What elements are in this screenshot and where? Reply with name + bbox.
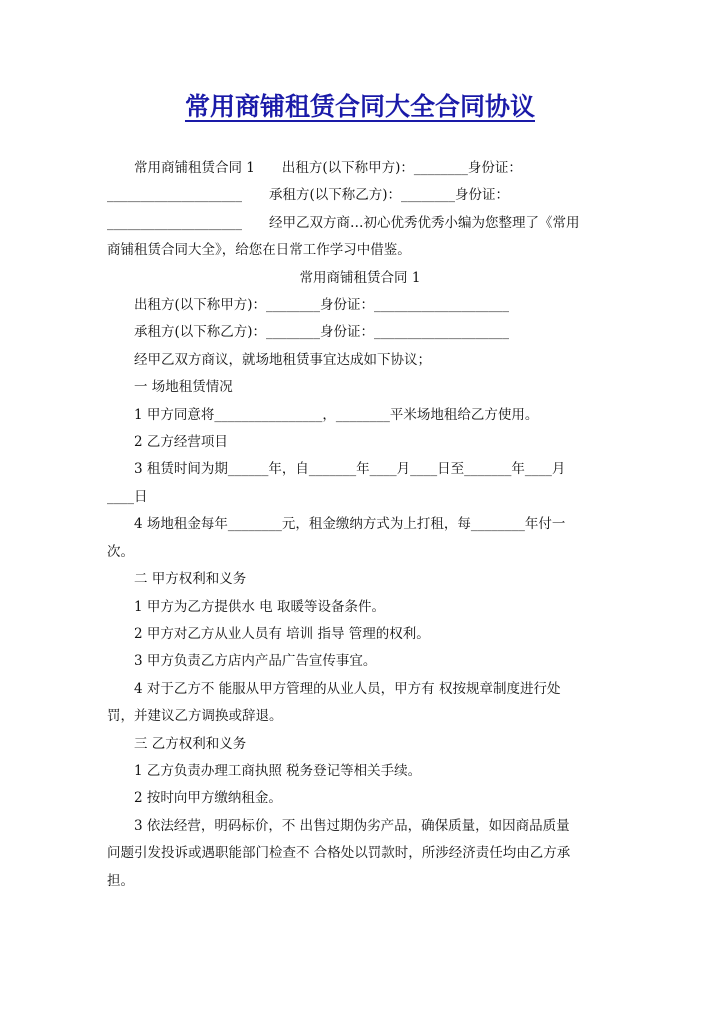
contract-heading: 常用商铺租赁合同 1 [299,269,421,286]
document-title[interactable]: 常用商铺租赁合同大全合同协议 [184,92,535,121]
section-3-item-3-line-3: 担。 [107,872,134,889]
section-2-item-4-line-2: 罚，并建议乙方调换或辞退。 [107,708,283,725]
section-1-item-3-line-1: 3 租赁时间为期______年，自_______年____月____日至_______年____月 [134,461,566,478]
section-1-item-4-line-2: 次。 [107,543,134,560]
section-2-title: 二 甲方权利和义务 [134,571,247,588]
party-a-line: 出租方(以下称甲方)：________身份证：____________________ [134,297,510,314]
agreement-line: 经甲乙双方商议，就场地租赁事宜达成如下协议； [134,351,431,368]
intro-line-3: ____________________ 经甲乙双方商…初心优秀优秀小编为您整理了《常用 [107,214,580,231]
section-1-item-2: 2 乙方经营项目 [134,434,228,451]
intro-line-1: 常用商铺租赁合同 1 出租方(以下称甲方)：________身份证： [134,160,522,176]
section-3-item-1: 1 乙方负责办理工商执照 税务登记等相关手续。 [134,762,422,779]
section-3-item-3-line-2: 问题引发投诉或遇职能部门检查不 合格处以罚款时，所涉经济责任均由乙方承 [107,845,571,862]
intro-line-4: 商铺租赁合同大全》，给您在日常工作学习中借鉴。 [107,242,411,259]
section-2-item-3: 3 甲方负责乙方店内产品广告宣传事宜。 [134,653,377,670]
section-3-item-3-line-1: 3 依法经营，明码标价，不 出售过期伪劣产品，确保质量，如因商品质量 [134,817,570,834]
section-2-item-2: 2 甲方对乙方从业人员有 培训 指导 管理的权利。 [134,625,430,642]
document-body [107,155,613,895]
section-2-item-1: 1 甲方为乙方提供水 电 取暖等设备条件。 [134,598,385,615]
section-3-item-2: 2 按时向甲方缴纳租金。 [134,790,282,807]
section-1-item-3-line-2: ____日 [107,488,148,505]
intro-line-2: ____________________ 承租方(以下称乙方)：________身份证： [107,187,510,204]
section-1-item-1: 1 甲方同意将________________，________平米场地租给乙方使用。 [134,406,539,423]
section-1-item-4-line-1: 4 场地租金每年________元，租金缴纳方式为上打租，每________年付一 [134,516,566,533]
section-2-item-4-line-1: 4 对于乙方不 能服从甲方管理的从业人员，甲方有 权按规章制度进行处 [134,680,561,697]
section-3-title: 三 乙方权利和义务 [134,735,247,752]
party-b-line: 承租方(以下称乙方)：________身份证：____________________ [134,324,510,341]
section-1-title: 一 场地租赁情况 [134,379,233,396]
